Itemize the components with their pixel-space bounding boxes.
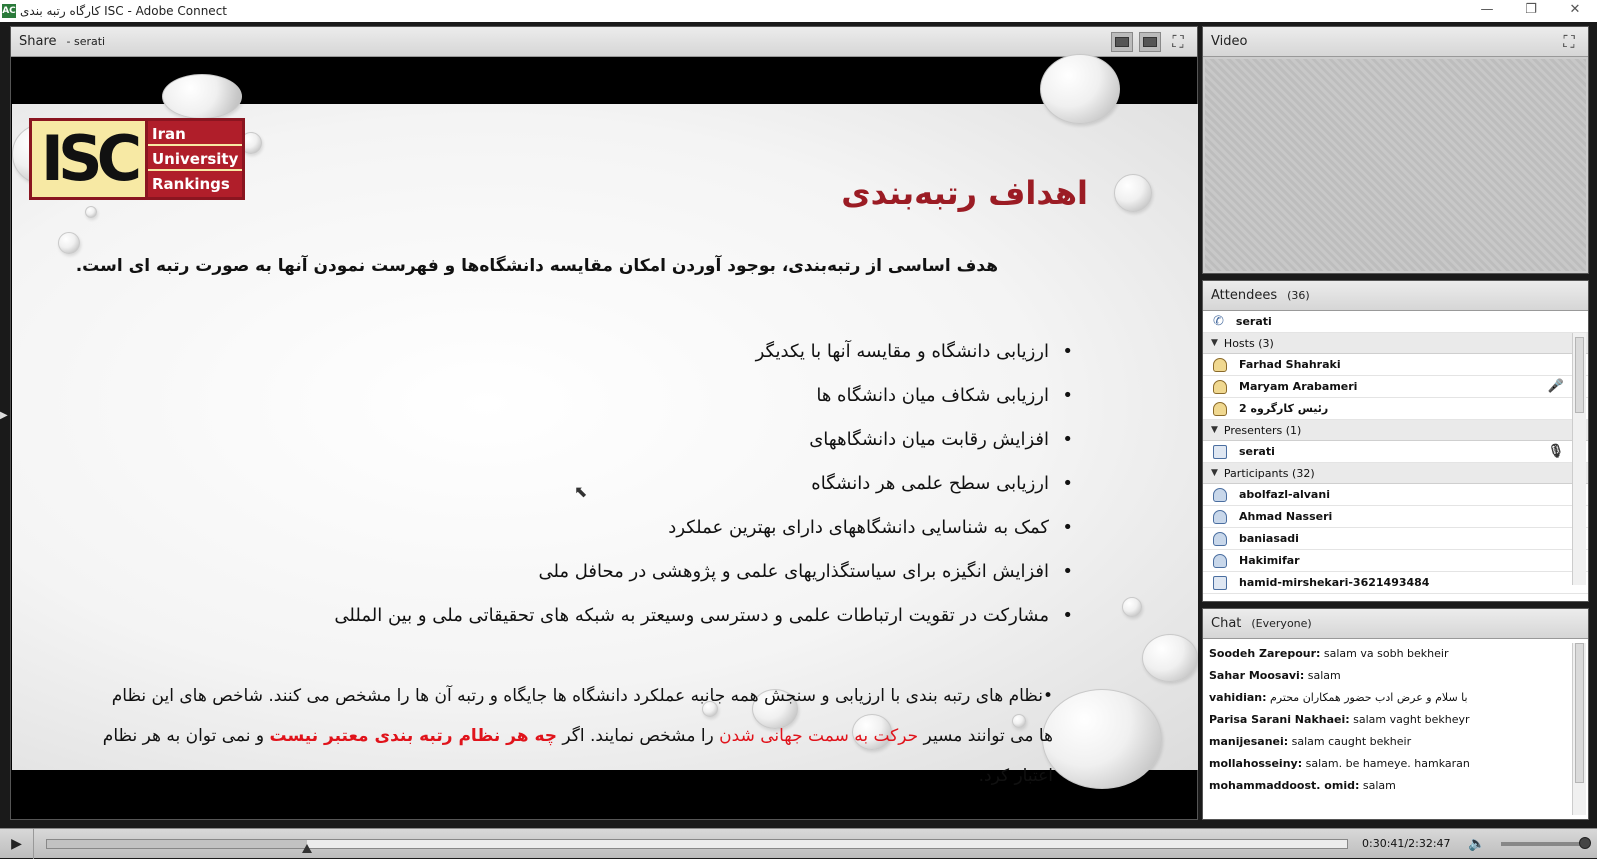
participant-icon — [1213, 510, 1227, 524]
collapse-arrow-icon[interactable]: ▶ — [0, 410, 8, 421]
collapse-triangle-icon: ▼ — [1211, 425, 1218, 435]
attendee-name: baniasadi — [1239, 532, 1299, 545]
paragraph-highlight: حرکت به سمت جهانی شدن — [719, 726, 919, 746]
scrollbar-thumb[interactable] — [1575, 643, 1584, 783]
chat-text: salam vaght bekheyr — [1349, 713, 1470, 726]
attendee-row[interactable] — [1203, 528, 1588, 550]
attendee-name: Farhad Shahraki — [1239, 358, 1341, 371]
attendees-count: (36) — [1287, 289, 1310, 302]
video-fullscreen-icon[interactable]: ⛶ — [1563, 31, 1575, 51]
share-pod-title: Share — [19, 34, 57, 49]
slide-bullet: • ارزیابی شکاف میان دانشگاه ها — [334, 378, 1063, 422]
decorative-bubble — [1122, 597, 1142, 617]
chat-text: salam va sobh bekheir — [1320, 647, 1449, 660]
slide-paragraph — [93, 676, 1053, 796]
attendee-row[interactable] — [1203, 572, 1588, 594]
attendees-title: Attendees — [1211, 288, 1278, 303]
fit-width-icon — [1115, 37, 1129, 47]
attendee-row[interactable] — [1203, 441, 1588, 463]
pointer-cursor-icon: ⬉ — [574, 482, 588, 501]
slide-bullet: • افزایش انگیزه برای سیاستگذاریهای علمی و پژوهشی در محافل ملی — [334, 554, 1063, 598]
speaker-icon[interactable]: 🔈 — [1468, 835, 1486, 852]
decorative-bubble — [58, 232, 80, 254]
slide-bullet: • کمک به شناسایی دانشگاههای دارای بهترین عملکرد — [334, 510, 1063, 554]
participants-group[interactable] — [1203, 463, 1588, 484]
attendee-name: Maryam Arabameri — [1239, 380, 1358, 393]
attendees-pod — [1202, 280, 1589, 602]
fit-page-icon — [1143, 37, 1157, 47]
attendee-name: abolfazl-alvani — [1239, 488, 1330, 501]
chat-title: Chat — [1211, 616, 1242, 631]
slide-bullet: • ارزیابی سطح علمی هر دانشگاه — [334, 466, 1063, 510]
mic-muted-icon: 🎤 — [1547, 379, 1564, 394]
chat-message — [1209, 709, 1570, 731]
playback-time: 0:30:41/2:32:47 — [1362, 837, 1451, 850]
slide-bullet: • مشارکت در تقویت ارتباطات علمی و دسترسی وسیعتر به شبکه های تحقیقاتی ملی و بین المللی — [334, 598, 1063, 642]
share-presenter-name: - serati — [66, 35, 106, 48]
current-user-name: serati — [1235, 315, 1272, 328]
video-pod-header — [1203, 27, 1588, 57]
attendee-name: رئیس کارگروه 2 — [1239, 402, 1329, 415]
chat-pod — [1202, 608, 1589, 820]
chat-message — [1209, 731, 1570, 753]
minimize-button[interactable]: — — [1480, 2, 1494, 17]
participant-icon — [1213, 554, 1227, 568]
presenters-group[interactable] — [1203, 420, 1588, 441]
slide-intro: هدف اساسی از رتبه‌بندی، بوجود آوردن امکان مقایسه دانشگاه‌ها و فهرست نمودن آنها به صورت رتبه ای است. — [75, 256, 998, 276]
logo-line-iran: Iran — [148, 124, 242, 146]
chat-message — [1209, 753, 1570, 775]
chat-user: Soodeh Zarepour: — [1209, 647, 1321, 660]
attendee-row[interactable] — [1203, 506, 1588, 528]
maximize-button[interactable]: ❐ — [1525, 2, 1537, 17]
logo-line-university: University — [148, 149, 242, 171]
logo-line-rankings: Rankings — [148, 174, 242, 194]
logo-abbr: ISC — [32, 121, 148, 197]
chat-text: salam. be hameye. hamkaran — [1302, 757, 1470, 770]
share-pod — [10, 26, 1198, 820]
presentation-slide — [12, 104, 1198, 786]
slide-bullet: • افزایش رقابت میان دانشگاههای — [334, 422, 1063, 466]
host-icon — [1213, 358, 1227, 372]
slide-title: اهداف رتبه‌بندی — [841, 174, 1088, 212]
paragraph-text: را مشخص نمایند. اگر — [557, 726, 720, 746]
attendee-name: Ahmad Nasseri — [1239, 510, 1333, 523]
chat-text: salam — [1304, 669, 1341, 682]
mic-active-icon: 🎙 — [1547, 444, 1564, 459]
attendee-row[interactable] — [1203, 484, 1588, 506]
window-titlebar — [0, 0, 1597, 22]
decorative-bubble — [1040, 54, 1120, 124]
host-icon — [1213, 380, 1227, 394]
chat-scope: (Everyone) — [1251, 617, 1312, 630]
collapse-triangle-icon: ▼ — [1211, 338, 1218, 348]
chat-message — [1209, 687, 1570, 709]
attendees-pod-header — [1203, 281, 1588, 311]
chat-user: mohammaddoost. omid: — [1209, 779, 1360, 792]
fit-width-button[interactable] — [1111, 32, 1133, 52]
chat-user: Parisa Sarani Nakhaei: — [1209, 713, 1350, 726]
collapse-triangle-icon: ▼ — [1211, 468, 1218, 478]
chat-pod-header — [1203, 609, 1588, 639]
hosts-group[interactable] — [1203, 333, 1588, 354]
participants-label: Participants (32) — [1223, 466, 1315, 480]
fullscreen-icon[interactable]: ⛶ — [1172, 31, 1184, 51]
isc-logo — [29, 118, 245, 200]
slide-bullet: • ارزیابی دانشگاه و مقایسه آنها با یکدیگر — [334, 334, 1063, 378]
hosts-label: Hosts (3) — [1223, 336, 1274, 350]
chat-message — [1209, 775, 1570, 797]
volume-slider[interactable] — [1501, 842, 1585, 846]
playback-bar — [0, 828, 1597, 858]
decorative-bubble — [1114, 174, 1152, 212]
slide-bullet-list — [334, 334, 1063, 642]
attendee-row[interactable] — [1203, 376, 1588, 398]
attendee-row[interactable] — [1203, 550, 1588, 572]
chat-user: Sahar Moosavi: — [1209, 669, 1305, 682]
chat-message — [1209, 643, 1570, 665]
decorative-bubble — [1042, 689, 1162, 789]
scrollbar-thumb[interactable] — [1575, 337, 1584, 413]
fit-page-button[interactable] — [1139, 32, 1161, 52]
decorative-bubble — [1142, 634, 1198, 682]
adobe-connect-icon: AC — [2, 6, 16, 16]
decorative-bubble — [162, 74, 242, 119]
current-user-row[interactable] — [1203, 311, 1588, 333]
chat-user: mollahosseiny: — [1209, 757, 1303, 770]
paragraph-text: •نظام های رتبه بندی با ارزیابی و سنجش همه جانبه عملکرد دانشگاه ها جایگاه و رتبه آن ها را مشخص می کنند. شاخص های این نظام ها می توانند مسیر — [111, 686, 1053, 746]
participant-icon — [1213, 576, 1227, 590]
seek-handle[interactable] — [302, 844, 312, 853]
chat-messages — [1209, 643, 1570, 797]
attendee-row[interactable] — [1203, 354, 1588, 376]
chat-message — [1209, 665, 1570, 687]
seek-progress — [47, 840, 307, 848]
attendee-name: hamid-mirshekari-3621493484 — [1239, 576, 1430, 589]
paragraph-highlight: چه هر نظام رتبه بندی معتبر نیست — [269, 726, 558, 746]
decorative-bubble — [85, 206, 97, 218]
attendee-name: Hakimifar — [1239, 554, 1300, 567]
presenters-label: Presenters (1) — [1223, 423, 1302, 437]
share-pod-header — [11, 27, 1197, 57]
participant-icon — [1213, 488, 1227, 502]
chat-user: vahidian: — [1209, 691, 1267, 704]
paragraph-text: و نمی توان به هر نظام اعتبار کرد. — [102, 726, 1053, 786]
host-icon — [1213, 402, 1227, 416]
volume-handle[interactable] — [1579, 837, 1591, 849]
chat-text: با سلام و عرض ادب حضور همکاران محترم — [1266, 691, 1468, 704]
chat-text: salam — [1359, 779, 1396, 792]
close-button[interactable]: ✕ — [1569, 2, 1581, 17]
play-button[interactable]: ▶ — [0, 829, 34, 859]
window-title: کارگاه رتبه بندی ISC - Adobe Connect — [20, 4, 227, 18]
presenter-icon — [1213, 445, 1227, 459]
participant-icon — [1213, 532, 1227, 546]
phone-icon: ✆ — [1213, 314, 1224, 329]
video-area — [1205, 59, 1586, 271]
video-pod — [1202, 26, 1589, 274]
chat-text: salam caught bekheir — [1288, 735, 1412, 748]
video-pod-title: Video — [1211, 34, 1248, 49]
attendee-name: serati — [1239, 445, 1275, 458]
chat-user: manijesanei: — [1209, 735, 1289, 748]
attendee-row[interactable] — [1203, 398, 1588, 420]
seek-bar[interactable] — [46, 839, 1348, 849]
chat-scrollbar[interactable] — [1572, 643, 1586, 815]
attendees-scrollbar[interactable] — [1572, 333, 1586, 585]
